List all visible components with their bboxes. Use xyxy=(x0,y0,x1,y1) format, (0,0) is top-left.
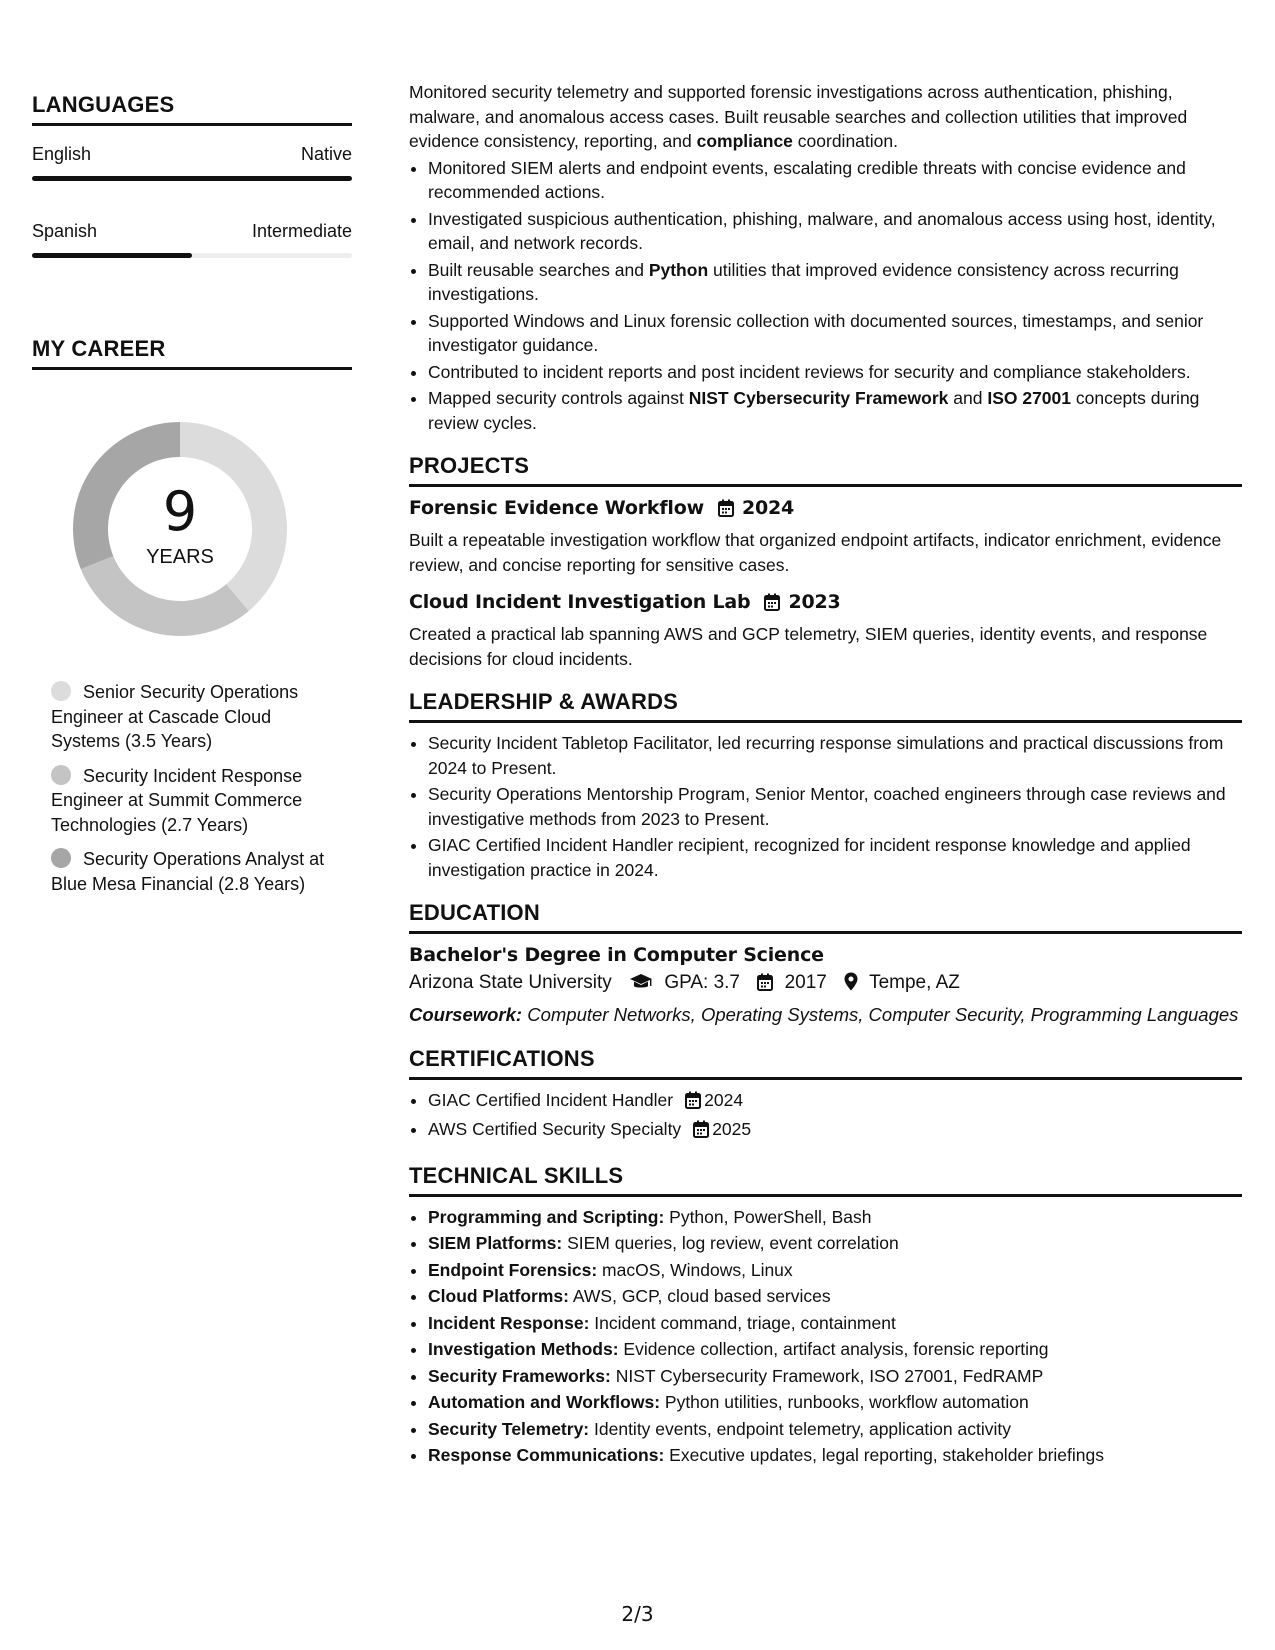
school-name: Arizona State University xyxy=(409,972,612,993)
skill-value: Incident command, triage, containment xyxy=(589,1312,896,1333)
skill-value: Python utilities, runbooks, workflow automation xyxy=(660,1392,1029,1412)
left-column xyxy=(32,92,352,906)
project-year: 2023 xyxy=(788,591,841,613)
calendar-icon xyxy=(764,593,780,616)
project-description: Built a repeatable investigation workflow that organized endpoint artifacts, indicator enrichment, evidence review, and concise reporting for sensitive cases. xyxy=(409,530,1222,575)
text-part: coordination. xyxy=(792,131,898,151)
skill-label: Automation and Workflows: xyxy=(428,1392,661,1412)
skill-item xyxy=(428,1417,1242,1442)
project-name: Cloud Incident Investigation Lab xyxy=(409,591,751,613)
calendar-icon xyxy=(693,1120,709,1145)
skill-item xyxy=(428,1231,1242,1256)
legend-dot xyxy=(51,681,71,701)
skill-value: Python, PowerShell, Bash xyxy=(664,1206,872,1227)
skill-item xyxy=(428,1443,1242,1468)
coursework-label: Coursework: xyxy=(409,1004,523,1025)
career-unit: YEARS xyxy=(146,546,214,568)
education-title: EDUCATION xyxy=(409,900,1242,934)
skill-label: Security Telemetry: xyxy=(428,1418,590,1439)
education-section xyxy=(409,900,1242,1028)
career-legend-item xyxy=(51,680,331,754)
career-donut xyxy=(65,414,295,644)
skill-label: Response Communications: xyxy=(428,1445,665,1465)
language-level: Intermediate xyxy=(251,221,352,241)
skill-value: Executive updates, legal reporting, stakeholder briefings xyxy=(664,1445,1105,1465)
skill-value: SIEM queries, log review, event correlation xyxy=(562,1233,899,1253)
certification-name: AWS Certified Security Specialty xyxy=(428,1119,682,1139)
language-item xyxy=(32,221,352,258)
language-item xyxy=(32,144,352,181)
certification-item xyxy=(428,1088,1242,1116)
project-item xyxy=(409,497,1242,577)
certification-item xyxy=(428,1117,1242,1145)
experience-bullet xyxy=(428,309,1242,358)
legend-dot xyxy=(51,765,71,785)
career-legend-item xyxy=(51,847,331,896)
text-part: Mapped security controls against xyxy=(428,388,689,408)
language-name: Spanish xyxy=(32,221,98,241)
bold-text: Python xyxy=(648,259,709,280)
projects-section xyxy=(409,453,1242,671)
calendar-icon xyxy=(685,1091,701,1116)
leadership-section xyxy=(409,689,1242,882)
education-details xyxy=(409,972,1242,997)
experience-bullet xyxy=(428,258,1242,307)
graduation-year: 2017 xyxy=(784,972,827,993)
certifications-section xyxy=(409,1046,1242,1145)
leadership-list xyxy=(409,731,1242,882)
skill-value: macOS, Windows, Linux xyxy=(597,1259,793,1280)
career-title: MY CAREER xyxy=(32,336,352,370)
skills-title: TECHNICAL SKILLS xyxy=(409,1163,1242,1197)
language-bar-fill xyxy=(32,253,192,258)
skill-label: Programming and Scripting: xyxy=(428,1206,665,1227)
certifications-list xyxy=(409,1088,1242,1145)
skill-item xyxy=(428,1284,1242,1309)
project-item xyxy=(409,591,1242,671)
graduation-cap-icon xyxy=(629,973,653,997)
text-part: concepts during review cycles. xyxy=(428,388,1200,433)
leadership-item: • Security Incident Tabletop Facilitator, led recurring response simulations and practical discussions from 2024 to Present. xyxy=(428,731,1242,780)
certification-name: GIAC Certified Incident Handler xyxy=(428,1089,674,1110)
text-part: utilities that improved evidence consistency across recurring investigations. xyxy=(428,259,1179,304)
experience-bullet xyxy=(428,156,1242,205)
text-part: Monitored SIEM alerts and endpoint events, escalating credible threats with concise evidence and recommended actions. xyxy=(428,157,1186,202)
skill-label: Cloud Platforms: xyxy=(428,1286,569,1306)
skill-item xyxy=(428,1364,1242,1389)
language-bar xyxy=(32,176,352,181)
skill-value: Identity events, endpoint telemetry, application activity xyxy=(589,1418,1011,1439)
page-number: 2/3 xyxy=(621,1602,654,1626)
language-bar xyxy=(32,253,352,258)
leadership-title: LEADERSHIP & AWARDS xyxy=(409,689,1242,723)
leadership-item: • Security Operations Mentorship Program, Senior Mentor, coached engineers through case reviews and investigative methods from 2023 to Present. xyxy=(428,782,1242,831)
skills-section xyxy=(409,1163,1242,1468)
skill-item xyxy=(428,1311,1242,1336)
career-legend-item xyxy=(51,764,331,838)
skill-label: Investigation Methods: xyxy=(428,1339,619,1359)
text-part: and xyxy=(948,388,988,408)
bold-text: ISO 27001 xyxy=(987,388,1071,408)
legend-dot xyxy=(51,848,71,868)
degree: Bachelor's Degree in Computer Science xyxy=(409,944,824,966)
text-part: Investigated suspicious authentication, phishing, malware, and anomalous access using host, identity, email, and network records. xyxy=(428,208,1216,253)
calendar-icon xyxy=(757,973,773,997)
map-pin-icon xyxy=(844,972,858,997)
text-part: Supported Windows and Linux forensic collection with documented sources, timestamps, and senior investigator guidance. xyxy=(428,310,1204,355)
coursework xyxy=(409,1003,1242,1028)
skill-item xyxy=(428,1258,1242,1283)
coursework-list: Computer Networks, Operating Systems, Computer Security, Programming Languages xyxy=(522,1004,1239,1025)
skill-value: NIST Cybersecurity Framework, ISO 27001, FedRAMP xyxy=(610,1365,1044,1386)
project-description: Created a practical lab spanning AWS and GCP telemetry, SIEM queries, identity events, and response decisions for cloud incidents. xyxy=(409,624,1208,669)
gpa: GPA: 3.7 xyxy=(664,972,740,993)
language-bar-fill xyxy=(32,176,352,181)
text-part: Contributed to incident reports and post incident reviews for security and compliance stakeholders. xyxy=(428,361,1191,382)
skill-label: Endpoint Forensics: xyxy=(428,1259,598,1280)
career-role: Security Operations Analyst at Blue Mesa Financial (2.8 Years) xyxy=(51,849,325,894)
calendar-icon xyxy=(718,499,734,522)
skills-list xyxy=(409,1205,1242,1468)
bold-text: NIST Cybersecurity Framework xyxy=(688,388,949,408)
skill-label: SIEM Platforms: xyxy=(428,1233,563,1253)
experience-bullet xyxy=(428,207,1242,256)
certifications-title: CERTIFICATIONS xyxy=(409,1046,1242,1080)
skill-label: Incident Response: xyxy=(428,1312,590,1333)
project-name: Forensic Evidence Workflow xyxy=(409,497,704,519)
certification-year: 2024 xyxy=(704,1089,744,1110)
experience-bullet xyxy=(428,386,1242,435)
skill-label: Security Frameworks: xyxy=(428,1365,611,1386)
experience-bullets xyxy=(409,156,1242,436)
career-section xyxy=(32,336,352,896)
skill-item xyxy=(428,1337,1242,1362)
text-part: Built reusable searches and xyxy=(428,259,649,280)
career-legend xyxy=(51,680,331,896)
text-part: Monitored security telemetry and supported forensic investigations across authentication, phishing, malware, and anomalous access cases. Built reusable searches and collection utilities that improved evidence consistency, reporting, and xyxy=(409,82,1188,151)
languages-title: LANGUAGES xyxy=(32,92,352,126)
skill-item xyxy=(428,1205,1242,1230)
school-location: Tempe, AZ xyxy=(869,972,960,993)
certification-year: 2025 xyxy=(712,1119,752,1139)
experience-summary xyxy=(409,80,1242,154)
project-year: 2024 xyxy=(741,497,795,519)
career-role: Security Incident Response Engineer at Summit Commerce Technologies (2.7 Years) xyxy=(51,765,303,835)
skill-item xyxy=(428,1390,1242,1415)
language-level: Native xyxy=(300,144,352,164)
experience-bullet xyxy=(428,360,1242,385)
projects-title: PROJECTS xyxy=(409,453,1242,487)
skill-value: AWS, GCP, cloud based services xyxy=(568,1286,831,1306)
leadership-item: • GIAC Certified Incident Handler recipient, recognized for incident response knowledge and applied investigation practice in 2024. xyxy=(428,833,1242,882)
skill-value: Evidence collection, artifact analysis, forensic reporting xyxy=(618,1339,1049,1359)
career-role: Senior Security Operations Engineer at Cascade Cloud Systems (3.5 Years) xyxy=(51,682,299,751)
bold-text: compliance xyxy=(696,131,793,151)
right-column xyxy=(409,80,1242,1470)
language-name: English xyxy=(32,144,92,164)
career-total: 9 xyxy=(162,480,198,543)
